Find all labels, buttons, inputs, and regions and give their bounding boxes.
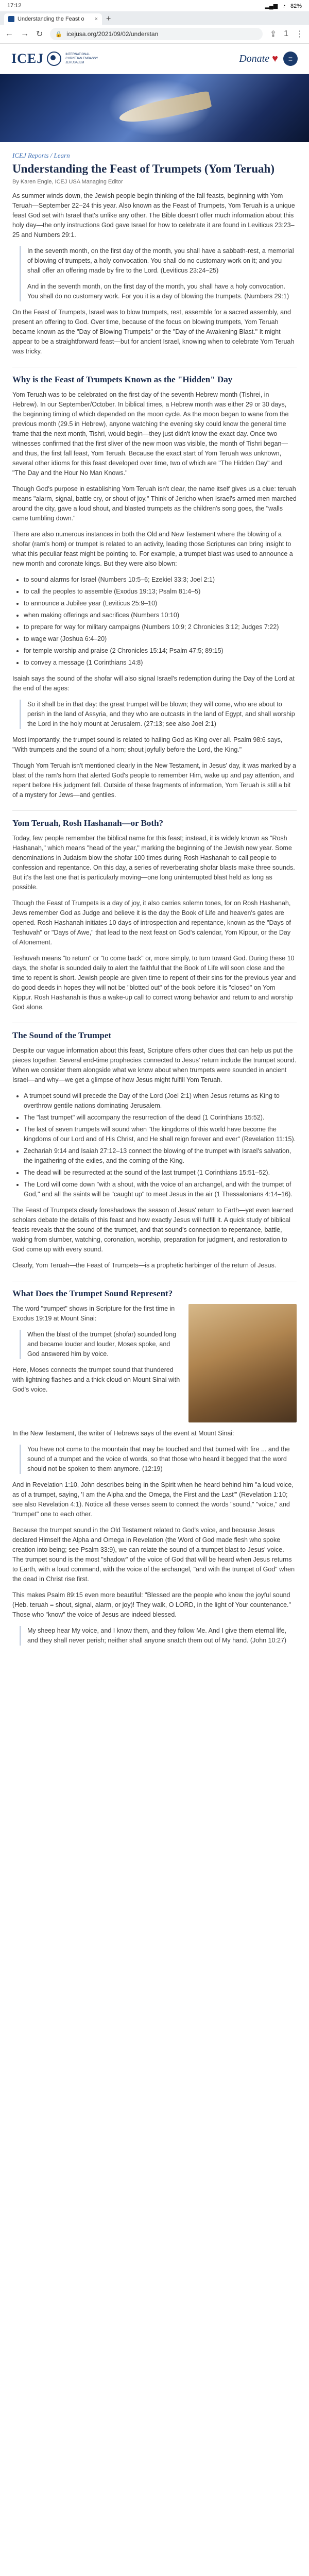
list-item: • for temple worship and praise (2 Chronicles 15:14; Psalm 47:5; 89:15) — [24, 646, 297, 656]
paragraph: This makes Psalm 89:15 even more beautiful: "Blessed are the people who know the joyful sound (Heb. teruah = shout, signal, alarm, or joy)! They walk, O LORD, in the light of Your countenance." Those who "know" the voice of Jesus are indeed blessed. — [12, 1591, 291, 1618]
scripture-text: You have not come to the mountain that may be touched and that burned with fire ... and the sound of a trumpet and the voice of words, so that those who heard it begged that the word should not be spoken to them anymore. (12:19) — [27, 1446, 290, 1472]
scripture-quote — [20, 1445, 297, 1474]
scripture-text: My sheep hear My voice, and I know them, and they follow Me. And I give them eternal life, and they shall never perish; neither shall anyone snatch them out of My hand. (John 10:27) — [27, 1627, 287, 1644]
status-bar — [0, 0, 309, 11]
section-heading-trumpet-sound: The Sound of the Trumpet — [12, 1023, 297, 1041]
scripture-quote — [20, 1626, 297, 1646]
forward-icon[interactable]: → — [21, 29, 29, 38]
list-item: • to wage war (Joshua 6:4–20) — [24, 634, 297, 644]
tab-title: Understanding the Feast o — [18, 16, 84, 22]
wifi-icon: ◔ — [282, 3, 286, 9]
prophecy-list — [12, 1091, 297, 1199]
scripture-quote-1 — [20, 246, 297, 301]
heart-icon: ♥ — [272, 53, 278, 64]
section-heading-rosh-hashanah: Yom Teruah, Rosh Hashanah—or Both? — [12, 810, 297, 828]
donate-label: Donate — [239, 53, 270, 64]
list-item: • The "last trumpet" will accompany the resurrection of the dead (1 Corinthians 15:52). — [24, 1113, 297, 1123]
article-title: Understanding the Feast of Trumpets (Yom Teruah) — [12, 162, 275, 175]
more-menu-icon[interactable]: ⋮ — [296, 30, 304, 39]
reload-icon[interactable]: ↻ — [36, 30, 43, 39]
share-icon[interactable]: ⇪ — [269, 30, 277, 39]
scripture-text: So it shall be in that day: the great trumpet will be blown; they will come, who are about to perish in the land of Assyria, and they who are outcasts in the land of Egypt, and shall worship the Lord in the holy mount at Jerusalem. (27:13; see also Joel 2:1) — [27, 701, 295, 727]
tab-count[interactable]: 1 — [284, 29, 288, 38]
paragraph: Though the Feast of Trumpets is a day of joy, it also carries solemn tones, for on Rosh Hashanah, Jews remember God as Judge and believe it is the day the Book of Life and heaven's gates are opened. Rosh Hashanah initiates 10 days of introspection and repentance, known as the "Days of Teshuvah" or "Days of Awe," that lead to the next feast on God's calendar, Yom Kippur, or the Day of Atonement. — [12, 900, 291, 946]
paragraph: Today, few people remember the biblical name for this feast; instead, it is widely known as "Rosh Hashanah," which means "head of the year," marking the beginning of the Jewish new year. Some denominations in Judaism blow the shofar 100 times during Rosh Hashanah to call people to confession and repentance. On this day, a series of reverberating shofar blasts make three sounds. But it's the last one that is particularly moving—one long uninterrupted blast held as long as possible. — [12, 835, 295, 891]
scripture-quote — [20, 700, 297, 729]
favicon-icon — [8, 16, 14, 22]
url-bar — [0, 25, 309, 44]
paragraph: Though Yom Teruah isn't mentioned clearly in the New Testament, in Jesus' day, it was marked by a blast of the ram's horn that alerted God's people to remember Him, wake up and pay attention, and repent before His judgment fell. Outside of these fragments of information, Yom Teruah is still a bit of a mystery for Jews—and gentiles. — [12, 762, 296, 799]
signal-icon: ▂▄▆ — [265, 3, 278, 9]
paragraph: Here, Moses connects the trumpet sound that thundered with lightning flashes and a thick cloud on Mount Sinai with God's voice. — [12, 1366, 180, 1393]
site-logo[interactable] — [11, 51, 107, 66]
list-item: • The dead will be resurrected at the sound of the last trumpet (1 Corinthians 15:51–52). — [24, 1168, 297, 1178]
paragraph: Yom Teruah was to be celebrated on the first day of the seventh Hebrew month (Tishrei, in Hebrew). In our September/October. In biblical times, a Hebrew month was either 29 or 30 days, the beginning timing of which depended on the moon cycle. As the moon began to wane from the previous month (29.5 in Hebrew), anyone watching the evening sky could know the general time frame that the next month, Tishri, would begin—they just didn't know the exact day. Once two witnesses confirmed that the first sliver of the new moon was visible, the month of Tishri began—and thus, the first fall feast, Yom Teruah. Because the exact start of Yom Teruah was unknown, several other idioms for this feast developed over time, two of which are "The Hidden Day" and "The Day and the Hour No Man Knows." — [12, 391, 289, 477]
article-body — [0, 142, 309, 1646]
url-text: icejusa.org/2021/09/02/understan — [66, 30, 159, 38]
paragraph: In the New Testament, the writer of Hebrews says of the event at Mount Sinai: — [12, 1430, 234, 1437]
close-tab-icon[interactable]: × — [94, 16, 98, 22]
scripture-text-1: In the seventh month, on the first day of the month, you shall have a sabbath-rest, a memorial of blowing of trumpets, a holy convocation. You shall do no customary work on it; and you shall offer an offering made by fire to the Lord. (Leviticus 23:24–25) — [27, 247, 294, 274]
scripture-text-2: And in the seventh month, on the first day of the month, you shall have a holy convocation. You shall do no customary work. For you it is a day of blowing the trumpets. (Numbers 29:1) — [27, 283, 289, 300]
list-item: • to call the peoples to assemble (Exodus 19:13; Psalm 81:4–5) — [24, 587, 297, 597]
list-item: • when making offerings and sacrifices (Numbers 10:10) — [24, 611, 297, 620]
section-heading-what-represent: What Does the Trumpet Sound Represent? — [12, 1281, 297, 1299]
tab-strip — [0, 11, 309, 25]
intro-paragraph-2: On the Feast of Trumpets, Israel was to blow trumpets, rest, assemble for a sacred assembly, and present an offering to God. Over time, because of the focus on blowing trumpets, Yom Teruah became known as the "Day of Blowing Trumpets" or the "Day of the Awakening Blast." It might appear to be a straightforward feast—but for ancient Israel, knowing when to celebrate Yom Teruah was tricky. — [12, 309, 295, 355]
address-field[interactable] — [50, 28, 262, 40]
paragraph: The word "trumpet" shows in Scripture for the first time in Exodus 19:19 at Mount Sinai: — [12, 1305, 175, 1322]
donate-link[interactable] — [239, 53, 278, 65]
list-item: • to convey a message (1 Corinthians 14:8) — [24, 658, 297, 668]
paragraph: Because the trumpet sound in the Old Testament related to God's voice, and because Jesus declared Himself the Alpha and Omega in Revelation (the Word of God made flesh who spoke creation into being; see Psalm 33:9), we can relate the sound of a trumpet blast to Jesus' voice. The trumpet sound is the most "shadow" of the voice of God that will be heard when Jesus returns to Earth, with a loud command, with the voice of the archangel, "and with the trumpet of God" when the dead in Christ rise first. — [12, 1527, 295, 1583]
battery-level: 82% — [290, 3, 302, 9]
paragraph: Clearly, Yom Teruah—the Feast of Trumpets—is a prophetic harbinger of the return of Jesus. — [12, 1262, 277, 1269]
list-item: • Zechariah 9:14 and Isaiah 27:12–13 connect the blowing of the trumpet with Israel's salvation, the ingathering of the exiles, and the coming of the King. — [24, 1146, 297, 1166]
list-item: • to sound alarms for Israel (Numbers 10:5–6; Ezekiel 33:3; Joel 2:1) — [24, 575, 297, 585]
paragraph: Though God's purpose in establishing Yom Teruah isn't clear, the name itself gives us a clue: teruah means "alarm, signal, battle cry, or shout of joy." Think of Jericho when Israel's armed men marched around the city, gave a loud shout, and blasted trumpets as the children's song goes, the "walls came tumbling down." — [12, 485, 297, 522]
section-heading-hidden-day: Why is the Feast of Trumpets Known as the "Hidden" Day — [12, 367, 297, 385]
paragraph: Most importantly, the trumpet sound is related to hailing God as King over all. Psalm 98:6 says, "With trumpets and the sound of a horn; shout joyfully before the Lord, the King." — [12, 736, 283, 753]
list-item: • to prepare for way for military campaigns (Numbers 10:9; 2 Chronicles 3:12; Judges 7:22) — [24, 622, 297, 632]
paragraph: There are also numerous instances in both the Old and New Testament where the blowing of a shofar (ram's horn) or trumpet is related to an activity, leading those Scriptures can bring insight to what this peculiar feast might be pointing to. For example, a trumpet blast was used to announce a new month and coronate kings. But they were also blown: — [12, 531, 293, 567]
list-item: • The last of seven trumpets will sound when "the kingdoms of this world have become the kingdoms of our Lord and of His Christ, and He shall reign forever and ever" (Revelation 11:15). — [24, 1125, 297, 1144]
intro-paragraph-1: As summer winds down, the Jewish people begin thinking of the fall feasts, beginning with Yom Teruah—September 22–24 this year. Also known as the Feast of Trumpets, Yom Teruah is a unique feast God set with Israel that's unlike any other. The Bible doesn't offer much information about this holy day—the only instructions God gave Israel for how to celebrate it are found in Leviticus 23:23–25 and Numbers 29:1. — [12, 192, 295, 239]
status-icons — [262, 3, 302, 9]
back-icon[interactable]: ← — [5, 29, 13, 38]
logo-emblem-icon — [47, 52, 61, 66]
new-tab-icon[interactable]: + — [106, 14, 111, 23]
mount-sinai-image — [188, 1304, 297, 1422]
intro-with-image — [12, 1304, 297, 1422]
two-col-text — [12, 1304, 182, 1422]
paragraph: Teshuvah means "to return" or "to come back" or, more simply, to turn toward God. During these 10 days, the shofar is sounded daily to alert the faithful that the Book of Life will soon close and the time to repent is short. Jewish people are given time to repent of their sins for the previous year and do good deeds in hopes they will not be "blotted out" of the book before it is "closed" on Yom Kippur. Rosh Hashanah is thus a wake-up call to correct wrong behavior and return to and worship God alone. — [12, 955, 296, 1011]
trumpet-uses-list — [12, 575, 297, 668]
scripture-text: When the blast of the trumpet (shofar) sounded long and became louder and louder, Moses spoke, and God answered him by voice. — [27, 1331, 177, 1358]
site-header — [0, 44, 309, 74]
browser-tab[interactable] — [4, 13, 102, 25]
hero-image — [0, 74, 309, 142]
article-byline: By Karen Engle, ICEJ USA Managing Editor — [12, 179, 123, 185]
paragraph: And in Revelation 1:10, John describes being in the Spirit when he heard behind him "a loud voice, as of a trumpet, saying, 'I am the Alpha and the Omega, the First and the Last'" (Revelation 1:10; see also Revelation 4:1). Notice all these verses seem to connect the words "sound," "voice," and "trumpet" one to each other. — [12, 1481, 294, 1518]
article-kicker[interactable]: ICEJ Reports / Learn — [12, 151, 70, 159]
list-item: • The Lord will come down "with a shout, with the voice of an archangel, and with the trumpet of God," and all the saints will be "caught up" to meet Jesus in the air (1 Thessalonians 4:14–16). — [24, 1180, 297, 1199]
hamburger-menu-button[interactable]: ≡ — [283, 52, 298, 66]
logo-subtitle: INTERNATIONAL CHRISTIAN EMBASSY JERUSALEM — [65, 53, 98, 64]
paragraph: Despite our vague information about this feast, Scripture offers other clues that can help us put the pieces together. Several end-time prophecies connected to Jesus' return include the trumpet sound. When we consider them alongside what we know about when trumpets were sounded in ancient Israel—and why—we get a glimpse of how Jesus might fulfill Yom Teruah. — [12, 1047, 297, 1083]
paragraph: The Feast of Trumpets clearly foreshadows the season of Jesus' return to Earth—yet even learned scholars debate the details of this feast and how exactly Jesus will fulfill it. A quick study of biblical feasts reveals that the sound of the trumpet, and that sound's connection to repentance, battle, waking from slumber, watching, coronation, worship, preparation for judgment, and restoration to God come up with every sound. — [12, 1207, 294, 1253]
logo-text: ICEJ — [11, 51, 44, 66]
scripture-quote — [20, 1330, 182, 1359]
lock-icon: 🔒 — [55, 31, 63, 38]
paragraph: Isaiah says the sound of the shofar will also signal Israel's redemption during the Day of the Lord at the end of the ages: — [12, 675, 295, 692]
list-item: • A trumpet sound will precede the Day of the Lord (Joel 2:1) when Jesus returns as King to overthrow gentile nations dominating Jerusalem. — [24, 1091, 297, 1111]
status-time: 17:12 — [7, 3, 22, 9]
list-item: • to announce a Jubilee year (Leviticus 25:9–10) — [24, 599, 297, 608]
